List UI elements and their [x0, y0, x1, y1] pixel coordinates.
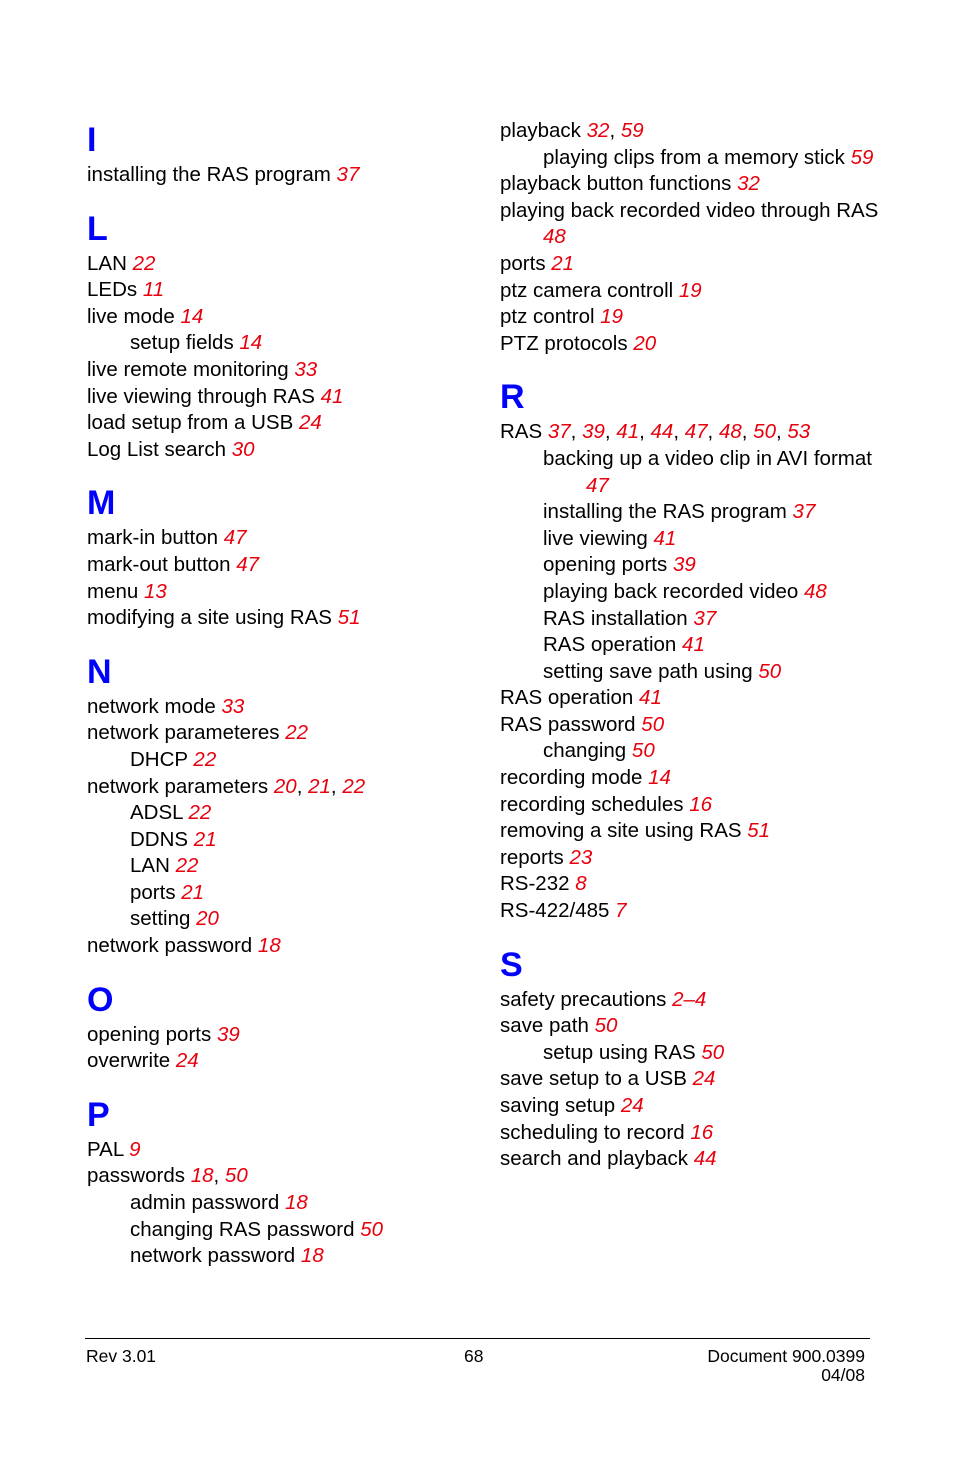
page-reference-link[interactable]: 14 — [239, 331, 263, 355]
page-reference-link[interactable]: 21 — [308, 774, 331, 798]
entry-term: changing — [543, 739, 627, 763]
page-reference-link[interactable]: 16 — [689, 792, 712, 816]
index-entry — [500, 987, 900, 1014]
index-subentry — [87, 827, 477, 854]
page-reference-link[interactable]: 30 — [231, 437, 255, 461]
entry-term: load setup from a USB — [87, 411, 294, 435]
page-reference-link[interactable]: 41 — [682, 633, 705, 657]
entry-term: installing the RAS program — [87, 163, 331, 186]
entry-term: mark-out button — [87, 552, 231, 576]
page-reference-link[interactable]: 47 — [684, 420, 708, 444]
page-reference-link[interactable]: 41 — [320, 384, 344, 408]
page-reference-link[interactable]: 39 — [672, 553, 696, 577]
index-entry: RAS 37, 39, 41, 44, 47, 48, 50, 53 — [500, 420, 811, 444]
entry-term: setting — [130, 907, 191, 931]
page-reference-link[interactable]: 24 — [298, 411, 322, 435]
entry-term: installing the RAS program — [543, 500, 787, 524]
entry-term: admin password — [130, 1191, 280, 1215]
index-section — [87, 207, 477, 464]
page-reference-link[interactable]: 41 — [616, 420, 640, 444]
index-subentry — [500, 499, 900, 526]
footer-page-number: 68 — [464, 1346, 484, 1366]
index-entry — [500, 198, 900, 251]
page-reference-link[interactable]: 24 — [692, 1067, 716, 1091]
section-letter: M — [87, 484, 116, 523]
page-reference-link[interactable]: 37 — [336, 163, 360, 186]
page-reference-link[interactable]: 39 — [582, 420, 605, 444]
entry-term: opening ports — [543, 553, 668, 577]
index-subentry — [500, 1040, 900, 1067]
entry-term: recording schedules — [500, 792, 684, 816]
entry-term: live viewing — [543, 526, 648, 550]
index-entry — [87, 437, 477, 464]
entry-term: mark-in button — [87, 526, 219, 550]
page-reference-link[interactable]: 44 — [693, 1147, 717, 1171]
entry-term: menu — [87, 579, 139, 603]
index-entry — [87, 1022, 477, 1049]
index-entry — [500, 251, 900, 278]
entry-term: recording mode — [500, 766, 643, 790]
page-reference-link[interactable]: 37 — [693, 606, 717, 630]
entry-term: modifying a site using RAS — [87, 606, 332, 630]
entry-term: LEDs — [87, 278, 138, 302]
entry-term: RS-232 — [500, 872, 570, 896]
entry-term: live viewing through RAS — [87, 384, 315, 408]
section-letter: I — [87, 121, 97, 159]
index-section — [87, 978, 477, 1075]
index-entry — [500, 304, 900, 331]
entry-term: setup using RAS — [543, 1040, 696, 1064]
index-entry — [87, 357, 477, 384]
page-reference-link[interactable]: 20 — [633, 331, 657, 355]
index-entry — [500, 845, 900, 872]
index-section — [87, 1093, 477, 1270]
entry-term: network mode — [87, 694, 216, 718]
entry-term: PAL — [87, 1137, 124, 1161]
index-section — [87, 118, 477, 189]
page-reference-link[interactable]: 20 — [196, 907, 219, 931]
index-subentry — [500, 579, 900, 606]
page-reference-link[interactable]: 14 — [648, 766, 671, 790]
page-reference-link[interactable]: 18 — [284, 1191, 308, 1215]
entry-term: RAS password — [500, 712, 636, 736]
page-reference-link[interactable]: 22 — [175, 854, 199, 878]
page-reference-link[interactable]: 50 — [701, 1040, 725, 1064]
index-section — [87, 481, 477, 631]
footer-rule — [85, 1338, 870, 1339]
page-reference-link[interactable]: 22 — [132, 251, 156, 275]
index-entry: network parameters 20, 21, 22 — [87, 774, 366, 798]
entry-term: safety precautions — [500, 987, 667, 1011]
footer-document-date: 04/08 — [821, 1365, 865, 1385]
index-section — [500, 118, 900, 357]
index-entry — [87, 933, 477, 960]
page-reference-link[interactable]: 50 — [360, 1217, 384, 1241]
entry-term: LAN — [87, 251, 127, 275]
index-entry — [500, 685, 900, 712]
page-reference-link[interactable]: 39 — [216, 1022, 240, 1046]
page-reference-link[interactable]: 33 — [294, 357, 318, 381]
entry-term: removing a site using RAS — [500, 819, 742, 843]
index-subentry — [87, 906, 477, 933]
page-reference-link[interactable]: 33 — [221, 694, 245, 718]
index-entry: playback 32, 59 — [500, 119, 644, 142]
entry-term: overwrite — [87, 1049, 171, 1073]
entry-term: setting save path using — [543, 659, 753, 683]
page-reference-link[interactable]: 18 — [190, 1164, 214, 1188]
index-entry — [500, 1146, 900, 1173]
entry-term: playing back recorded video through RAS — [500, 198, 879, 222]
page-reference-link[interactable]: 41 — [653, 526, 677, 550]
entry-term: save setup to a USB — [500, 1067, 687, 1091]
index-entry — [87, 1048, 477, 1075]
entry-term: DDNS — [130, 827, 189, 851]
page-reference-link[interactable]: 14 — [180, 304, 204, 328]
index-subentry — [500, 606, 900, 633]
page-reference-link[interactable]: 50 — [753, 420, 776, 444]
page-reference-link[interactable]: 41 — [639, 686, 662, 710]
page-reference-link[interactable]: 24 — [175, 1049, 199, 1073]
entry-term: Log List search — [87, 437, 227, 461]
page-reference-link[interactable]: 11 — [142, 278, 165, 302]
index-section — [500, 375, 900, 924]
entry-term: RAS installation — [543, 606, 688, 630]
index-entry — [87, 277, 477, 304]
index-entry — [500, 898, 900, 925]
page-reference-link[interactable]: 50 — [224, 1164, 248, 1188]
page-reference-link[interactable]: 8 — [575, 872, 587, 896]
index-entry — [87, 552, 477, 579]
page-reference-link[interactable]: 19 — [678, 278, 702, 302]
page-reference-link[interactable]: 50 — [641, 712, 665, 736]
footer-document-number: Document 900.0399 — [707, 1346, 865, 1366]
page-reference-link[interactable]: 19 — [600, 305, 624, 329]
index-entry — [500, 331, 900, 358]
page-reference-link[interactable]: 22 — [193, 747, 217, 771]
page-reference-link[interactable]: 13 — [143, 579, 167, 603]
index-section — [500, 943, 900, 1173]
page-reference-link[interactable]: 22 — [285, 721, 309, 745]
page-reference-link[interactable]: 24 — [620, 1094, 644, 1117]
index-entry: passwords 18, 50 — [87, 1164, 248, 1188]
index-entry — [500, 1120, 900, 1147]
entry-term: opening ports — [87, 1022, 212, 1046]
page-reference-link[interactable]: 32 — [586, 119, 610, 142]
index-subentry — [87, 853, 477, 880]
entry-term: playing back recorded video — [543, 579, 799, 603]
entry-term: RS-422/485 — [500, 899, 610, 923]
section-letter: N — [87, 652, 112, 691]
page-reference-link[interactable]: 32 — [737, 172, 760, 196]
page-reference-link[interactable]: 22 — [188, 801, 212, 825]
page-reference-link[interactable]: 47 — [586, 473, 609, 497]
page-reference-link[interactable]: 59 — [620, 119, 644, 142]
section-letter: O — [87, 980, 114, 1019]
page-reference-link[interactable]: 50 — [631, 739, 655, 763]
index-entry — [87, 384, 477, 411]
page-reference-link[interactable]: 23 — [569, 845, 593, 869]
index-section — [87, 650, 477, 960]
page-reference-link[interactable]: 21 — [193, 827, 217, 851]
entry-term: search and playback — [500, 1147, 689, 1171]
index-entry — [500, 278, 900, 305]
index-entry — [500, 871, 900, 898]
page-reference-link[interactable]: 37 — [792, 500, 816, 524]
index-subentry — [500, 552, 900, 579]
entry-term: RAS operation — [543, 633, 677, 657]
entry-term: passwords — [87, 1164, 185, 1188]
entry-term: network parameteres — [87, 721, 280, 745]
page-reference-link[interactable]: 21 — [551, 251, 575, 275]
index-column-left — [87, 118, 477, 1270]
page-reference-link[interactable]: 21 — [181, 880, 205, 904]
entry-term: ports — [500, 251, 546, 275]
footer-document — [707, 1347, 865, 1385]
index-entry — [500, 1093, 900, 1120]
page-reference-link[interactable]: 48 — [803, 579, 827, 603]
section-letter: S — [500, 945, 523, 984]
entry-term: playing clips from a memory stick — [543, 145, 845, 169]
section-letter: L — [87, 209, 108, 248]
page-reference-link[interactable]: 2–4 — [672, 987, 707, 1011]
index-subentry — [87, 1217, 477, 1244]
entry-term: ptz camera controll — [500, 278, 674, 302]
index-entry — [87, 251, 477, 278]
page-reference-link[interactable]: 47 — [223, 526, 247, 550]
page-reference-link[interactable]: 20 — [273, 774, 297, 798]
page-reference-link[interactable]: 48 — [543, 225, 566, 249]
index-column-right — [500, 118, 900, 1173]
index-entry — [87, 525, 477, 552]
index-subentry — [500, 738, 900, 765]
entry-term: saving setup — [500, 1094, 616, 1117]
index-entry — [500, 1013, 900, 1040]
index-subentry — [87, 1243, 477, 1270]
index-subentry — [500, 145, 900, 172]
page-reference-link[interactable]: 51 — [337, 606, 361, 630]
index-subentry — [500, 526, 900, 553]
entry-term: reports — [500, 845, 564, 869]
entry-term: RAS — [500, 420, 543, 444]
footer-revision: Rev 3.01 — [86, 1346, 157, 1366]
page-reference-link[interactable]: 18 — [300, 1244, 324, 1268]
index-entry — [500, 171, 900, 198]
entry-term: scheduling to record — [500, 1120, 685, 1144]
index-subentry — [87, 747, 477, 774]
index-entry — [87, 720, 477, 747]
section-letter: R — [500, 378, 525, 417]
index-entry — [87, 1137, 477, 1164]
page-reference-link[interactable]: 7 — [615, 899, 627, 923]
index-subentry — [500, 659, 900, 686]
page-reference-link[interactable]: 59 — [850, 145, 874, 169]
page-reference-link[interactable]: 50 — [594, 1014, 618, 1038]
page-reference-link[interactable]: 47 — [236, 552, 260, 576]
entry-term: playback button functions — [500, 172, 732, 196]
index-subentry — [87, 880, 477, 907]
page-reference-link[interactable]: 18 — [257, 934, 281, 958]
section-letter: P — [87, 1095, 110, 1134]
entry-term: setup fields — [130, 331, 234, 355]
index-subentry — [500, 632, 900, 659]
index-entry — [87, 579, 477, 606]
entry-term: live mode — [87, 304, 175, 328]
entry-term: RAS operation — [500, 686, 634, 710]
entry-term: backing up a video clip in AVI format — [543, 446, 872, 470]
index-subentry — [87, 330, 477, 357]
index-entry — [87, 304, 477, 331]
page-reference-link[interactable]: 22 — [342, 774, 366, 798]
entry-term: PTZ protocols — [500, 331, 628, 355]
page-reference-link[interactable]: 48 — [718, 420, 742, 444]
index-entry — [500, 765, 900, 792]
page-reference-link[interactable]: 51 — [747, 819, 771, 843]
entry-term: changing RAS password — [130, 1217, 355, 1241]
index-entry — [87, 694, 477, 721]
entry-term: network parameters — [87, 774, 269, 798]
index-entry — [500, 1066, 900, 1093]
entry-term: network password — [130, 1244, 296, 1268]
entry-term: playback — [500, 119, 581, 142]
entry-term: LAN — [130, 854, 170, 878]
index-entry — [87, 410, 477, 437]
index-entry — [87, 605, 477, 632]
entry-term: DHCP — [130, 747, 188, 771]
page-reference-link[interactable]: 53 — [787, 420, 811, 444]
entry-term: live remote monitoring — [87, 357, 289, 381]
page-reference-link[interactable]: 44 — [650, 420, 674, 444]
index-entry — [87, 162, 477, 189]
entry-term: ptz control — [500, 305, 595, 329]
entry-term: ports — [130, 880, 176, 904]
page-reference-link[interactable]: 9 — [129, 1137, 141, 1161]
page-reference-link[interactable]: 50 — [758, 659, 782, 683]
index-entry — [500, 792, 900, 819]
page-reference-link[interactable]: 16 — [690, 1120, 714, 1144]
index-subentry — [87, 800, 477, 827]
page-reference-link[interactable]: 37 — [547, 420, 571, 444]
entry-term: network password — [87, 934, 253, 958]
index-subentry — [87, 1190, 477, 1217]
index-entry — [500, 818, 900, 845]
index-entry — [500, 712, 900, 739]
entry-term: save path — [500, 1014, 589, 1038]
index-subentry — [500, 446, 900, 499]
entry-term: ADSL — [130, 801, 183, 825]
